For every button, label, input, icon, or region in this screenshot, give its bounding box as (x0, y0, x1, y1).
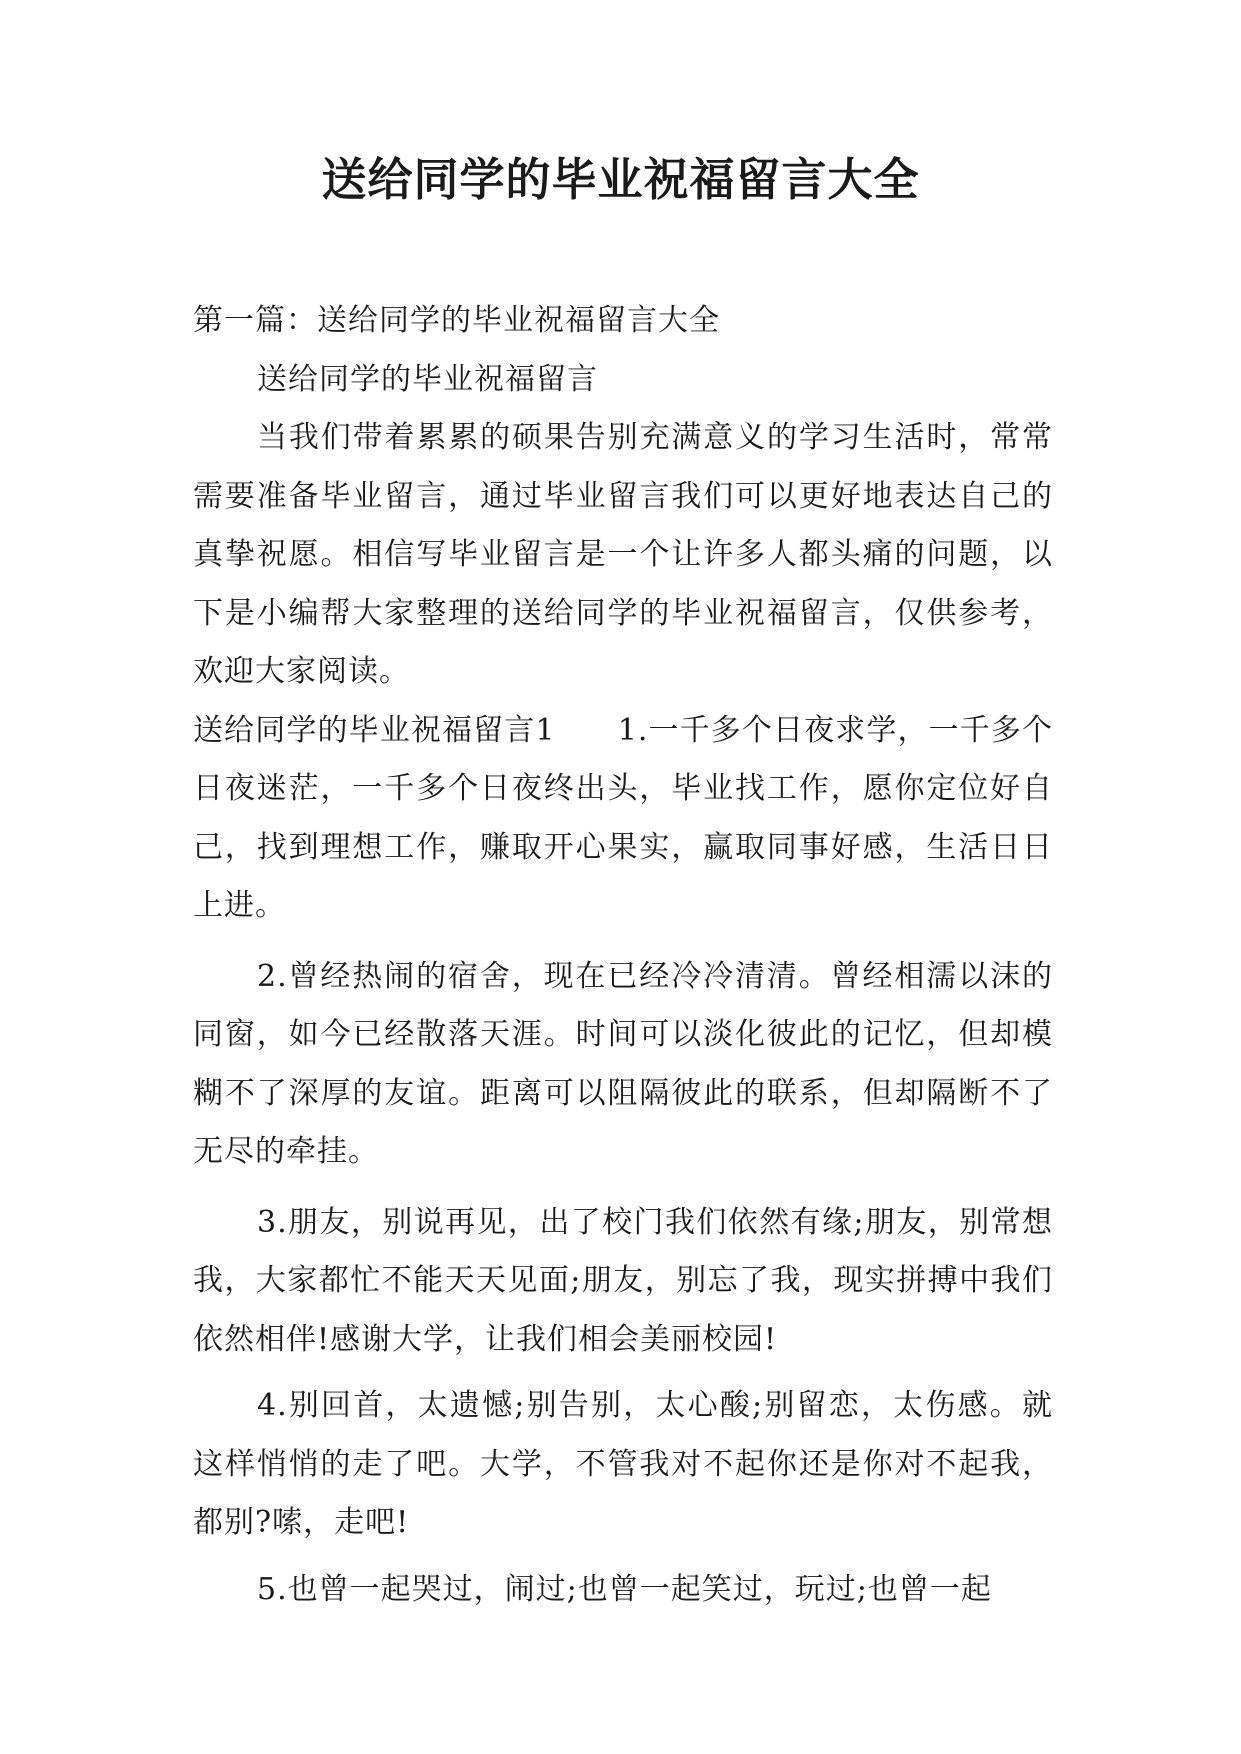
subheading: 送给同学的毕业祝福留言 (257, 361, 598, 397)
section-heading: 第一篇：送给同学的毕业祝福留言大全 (193, 303, 720, 338)
document-title: 送给同学的毕业祝福留言大全 (321, 153, 920, 206)
intro-paragraph: 当我们带着累累的硕果告别充满意义的学习生活时，常常需要准备毕业留言，通过毕业留言我们可以更好地表达自己的真挚祝愿。相信写毕业留言是一个让许多人都头痛的问题，以下是小编帮大家整理的送给同学的毕业祝福留言，仅供参考，欢迎大家阅读。 (193, 420, 1053, 689)
message-2-paragraph: 2.曾经热闹的宿舍，现在已经冷冷清清。曾经相濡以沫的同窗，如今已经散落天涯。时间可以淡化彼此的记忆，但却模糊不了深厚的友谊。距离可以阻隔彼此的联系，但却隔断不了无尽的牵挂。 (193, 958, 1053, 1169)
message-5-paragraph: 5.也曾一起哭过，闹过;也曾一起笑过，玩过;也曾一起 (257, 1571, 992, 1607)
message-4-paragraph: 4.别回首，太遗憾;别告别，太心酸;别留恋，太伤感。就这样悄悄的走了吧。大学，不管我对不起你还是你对不起我，都别?嗦，走吧! (193, 1388, 1053, 1540)
message-1-paragraph: 送给同学的毕业祝福留言1 1.一千多个日夜求学，一千多个日夜迷茫，一千多个日夜终出头，毕业找工作，愿你定位好自己，找到理想工作，赚取开心果实，赢取同事好感，生活日日上进。 (193, 712, 1053, 923)
message-3-paragraph: 3.朋友，别说再见，出了校门我们依然有缘;朋友，别常想我，大家都忙不能天天见面;朋友，别忘了我，现实拼搏中我们依然相伴!感谢大学，让我们相会美丽校园! (193, 1204, 1053, 1357)
document-body (193, 292, 1053, 1619)
